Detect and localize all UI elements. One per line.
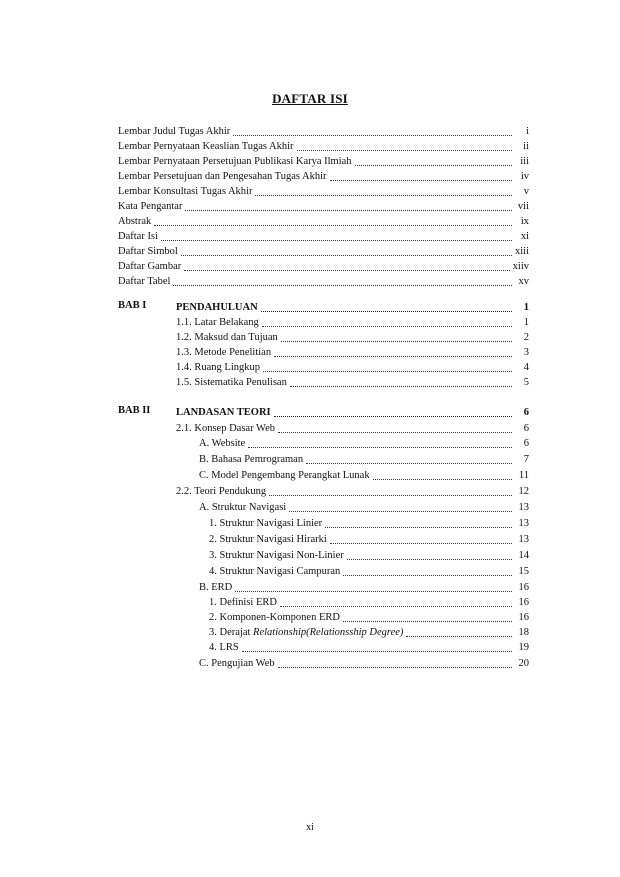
toc-entry[interactable] bbox=[118, 244, 529, 258]
toc-entry-page: i bbox=[526, 126, 529, 137]
toc-entry-page: iii bbox=[520, 156, 529, 167]
toc-entry-page: 19 bbox=[518, 642, 529, 653]
toc-entry-label: Daftar Gambar bbox=[118, 261, 182, 272]
chapter-title: LANDASAN TEORI bbox=[176, 407, 271, 418]
toc-entry-page: 20 bbox=[518, 658, 529, 669]
toc-entry-label: 1. Definisi ERD bbox=[209, 597, 277, 608]
dot-leader bbox=[181, 254, 512, 256]
dot-leader bbox=[290, 385, 512, 387]
dot-leader bbox=[330, 542, 512, 544]
toc-entry-page: 7 bbox=[523, 454, 529, 465]
toc-entry[interactable] bbox=[209, 516, 529, 530]
toc-entry-page: 13 bbox=[518, 534, 529, 545]
chapter-page: 1 bbox=[523, 302, 529, 313]
toc-entry-label bbox=[209, 626, 403, 639]
toc-entry[interactable] bbox=[118, 199, 529, 213]
dot-leader bbox=[278, 666, 512, 668]
toc-entry-label: A. Website bbox=[199, 438, 246, 449]
dot-leader bbox=[278, 431, 512, 433]
toc-entry-label: C. Pengujian Web bbox=[199, 658, 275, 669]
toc-entry-label: Lembar Persetujuan dan Pengesahan Tugas Akhir bbox=[118, 171, 327, 182]
dot-leader bbox=[280, 605, 512, 607]
toc-entry[interactable] bbox=[118, 139, 529, 153]
toc-entry[interactable] bbox=[209, 564, 529, 578]
toc-entry-page: 6 bbox=[523, 438, 529, 449]
toc-entry[interactable] bbox=[199, 436, 529, 450]
toc-entry[interactable] bbox=[199, 580, 529, 594]
toc-entry-page: 13 bbox=[518, 518, 529, 529]
dot-leader bbox=[161, 239, 512, 241]
toc-entry-page: 6 bbox=[523, 423, 529, 434]
chapter-entry[interactable] bbox=[176, 300, 529, 314]
toc-entry-page: vii bbox=[517, 201, 529, 212]
toc-entry-label-italic: Relationship(Relationsship Degree) bbox=[253, 627, 404, 638]
toc-entry[interactable] bbox=[118, 214, 529, 228]
toc-entry-page: xiiv bbox=[512, 261, 529, 272]
toc-entry-label: 1.4. Ruang Lingkup bbox=[176, 362, 260, 373]
dot-leader bbox=[373, 478, 512, 480]
dot-leader bbox=[355, 164, 512, 166]
toc-entry-page: 11 bbox=[518, 470, 529, 481]
toc-entry-label: 1. Struktur Navigasi Linier bbox=[209, 518, 323, 529]
toc-entry-label: Abstrak bbox=[118, 216, 152, 227]
toc-entry[interactable] bbox=[199, 452, 529, 466]
dot-leader bbox=[406, 635, 512, 637]
toc-entry-page: 16 bbox=[518, 612, 529, 623]
toc-entry-page: 5 bbox=[523, 377, 529, 388]
toc-entry-page: 3 bbox=[523, 347, 529, 358]
toc-entry-label: A. Struktur Navigasi bbox=[199, 502, 287, 513]
toc-entry-label: 4. Struktur Navigasi Campuran bbox=[209, 566, 341, 577]
toc-entry-label: 1.3. Metode Penelitian bbox=[176, 347, 272, 358]
dot-leader bbox=[343, 574, 512, 576]
toc-entry[interactable] bbox=[209, 640, 529, 654]
toc-entry-label: 2.1. Konsep Dasar Web bbox=[176, 423, 275, 434]
toc-entry[interactable] bbox=[209, 532, 529, 546]
toc-entry[interactable] bbox=[209, 610, 529, 624]
toc-entry[interactable] bbox=[199, 500, 529, 514]
toc-entry-label: B. ERD bbox=[199, 582, 233, 593]
dot-leader bbox=[235, 590, 512, 592]
toc-entry-page: 1 bbox=[523, 317, 529, 328]
toc-entry-page: 4 bbox=[523, 362, 529, 373]
dot-leader bbox=[261, 310, 512, 312]
toc-entry[interactable] bbox=[118, 184, 529, 198]
chapter-code: BAB II bbox=[118, 405, 151, 416]
toc-entry-page: 16 bbox=[518, 582, 529, 593]
toc-entry[interactable] bbox=[118, 169, 529, 183]
toc-entry-label: B. Bahasa Pemrograman bbox=[199, 454, 304, 465]
toc-entry[interactable] bbox=[118, 124, 529, 138]
toc-entry-label: Daftar Simbol bbox=[118, 246, 178, 257]
dot-leader bbox=[274, 355, 512, 357]
dot-leader bbox=[242, 650, 512, 652]
toc-entry[interactable] bbox=[118, 259, 529, 273]
dot-leader bbox=[173, 284, 512, 286]
dot-leader bbox=[269, 494, 512, 496]
dot-leader bbox=[289, 510, 512, 512]
dot-leader bbox=[263, 370, 512, 372]
toc-entry-label: Lembar Pernyataan Persetujuan Publikasi Karya Ilmiah bbox=[118, 156, 352, 167]
toc-entry-label: Lembar Konsultasi Tugas Akhir bbox=[118, 186, 253, 197]
chapter-code: BAB I bbox=[118, 300, 147, 311]
dot-leader bbox=[233, 134, 512, 136]
dot-leader bbox=[184, 269, 509, 271]
toc-entry-label: 2.2. Teori Pendukung bbox=[176, 486, 267, 497]
toc-entry-page: ix bbox=[520, 216, 529, 227]
dot-leader bbox=[330, 179, 512, 181]
toc-entry-page: 14 bbox=[518, 550, 529, 561]
toc-entry-label: Kata Pengantar bbox=[118, 201, 183, 212]
toc-entry-page: 12 bbox=[518, 486, 529, 497]
toc-entry-page: 2 bbox=[523, 332, 529, 343]
toc-entry[interactable] bbox=[199, 468, 529, 482]
toc-entry-page: v bbox=[523, 186, 529, 197]
dot-leader bbox=[281, 340, 512, 342]
toc-entry[interactable] bbox=[209, 548, 529, 562]
toc-entry[interactable] bbox=[118, 274, 529, 288]
chapter-page: 6 bbox=[523, 407, 529, 418]
toc-entry[interactable] bbox=[209, 625, 529, 639]
toc-entry-page: 13 bbox=[518, 502, 529, 513]
toc-entry[interactable] bbox=[176, 345, 529, 359]
toc-entry[interactable] bbox=[176, 375, 529, 389]
toc-entry-label: 2. Komponen-Komponen ERD bbox=[209, 612, 340, 623]
toc-entry-label: 1.5. Sistematika Penulisan bbox=[176, 377, 287, 388]
dot-leader bbox=[306, 462, 512, 464]
toc-entry-page: xiii bbox=[514, 246, 529, 257]
toc-entry[interactable] bbox=[176, 421, 529, 435]
toc-entry-label: Lembar Judul Tugas Akhir bbox=[118, 126, 231, 137]
toc-entry-label-plain: 3. Derajat bbox=[209, 627, 254, 638]
toc-entry-label: Lembar Pernyataan Keaslian Tugas Akhir bbox=[118, 141, 294, 152]
dot-leader bbox=[347, 558, 512, 560]
chapter-entry[interactable] bbox=[176, 405, 529, 419]
toc-entry[interactable] bbox=[199, 656, 529, 670]
toc-entry[interactable] bbox=[176, 360, 529, 374]
dot-leader bbox=[255, 194, 512, 196]
toc-entry-page: 18 bbox=[518, 627, 529, 638]
dot-leader bbox=[325, 526, 512, 528]
chapter-title: PENDAHULUAN bbox=[176, 302, 258, 313]
toc-entry-page: xi bbox=[520, 231, 529, 242]
toc-entry-page: iv bbox=[520, 171, 529, 182]
page-title: DAFTAR ISI bbox=[272, 91, 348, 106]
toc-entry-label: 2. Struktur Navigasi Hirarki bbox=[209, 534, 327, 545]
dot-leader bbox=[343, 620, 512, 622]
dot-leader bbox=[248, 446, 512, 448]
toc-entry[interactable] bbox=[118, 154, 529, 168]
dot-leader bbox=[262, 325, 512, 327]
toc-entry-label: 1.1. Latar Belakang bbox=[176, 317, 259, 328]
toc-entry-label: 3. Struktur Navigasi Non-Linier bbox=[209, 550, 344, 561]
toc-entry-page: 15 bbox=[518, 566, 529, 577]
toc-entry-page: ii bbox=[523, 141, 529, 152]
dot-leader bbox=[185, 209, 512, 211]
toc-entry[interactable] bbox=[176, 484, 529, 498]
dot-leader bbox=[154, 224, 512, 226]
toc-entry-label: Daftar Tabel bbox=[118, 276, 171, 287]
dot-leader bbox=[274, 415, 512, 417]
toc-entry-page: xv bbox=[518, 276, 529, 287]
toc-entry-label: 1.2. Maksud dan Tujuan bbox=[176, 332, 278, 343]
toc-entry[interactable] bbox=[209, 595, 529, 609]
toc-entry-label: 4. LRS bbox=[209, 642, 239, 653]
toc-entry-label: C. Model Pengembang Perangkat Lunak bbox=[199, 470, 370, 481]
page-number: xi bbox=[306, 822, 314, 833]
toc-entry-label: Daftar Isi bbox=[118, 231, 158, 242]
dot-leader bbox=[297, 149, 512, 151]
toc-entry[interactable] bbox=[176, 315, 529, 329]
toc-entry[interactable] bbox=[176, 330, 529, 344]
toc-entry-page: 16 bbox=[518, 597, 529, 608]
toc-entry[interactable] bbox=[118, 229, 529, 243]
